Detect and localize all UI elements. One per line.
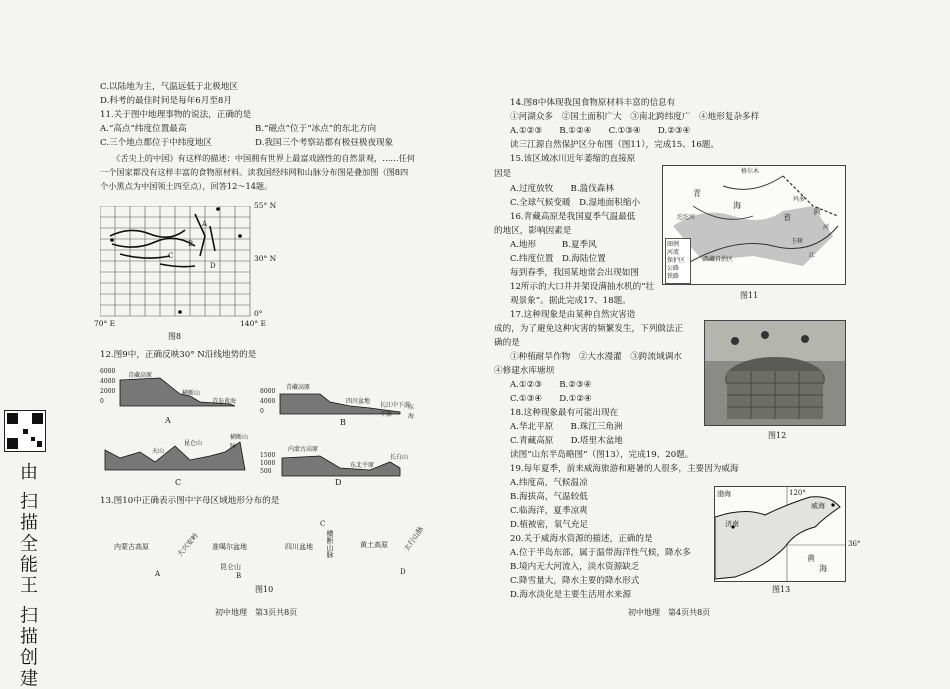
option-11c: C.三个地点都位于中纬度地区 [100, 138, 213, 148]
profile-label: D [335, 478, 342, 487]
question-16: 16.青藏高原是我国夏季气温最低 [510, 212, 636, 222]
option-line: A.纬度高，气候温凉 [510, 478, 588, 488]
right-page [490, 0, 900, 672]
option-line: C.临海洋，夏季凉爽 [510, 506, 588, 516]
text-line: 确的是 [494, 338, 520, 348]
figure-11-map: 格尔木 青 海 省 沱沱河 玛多 黄 河 玉树 江 西藏自治区 图例 河流 保护区 公路 铁路 [662, 165, 846, 285]
option-11b: B.“磁点”位于“冰点”的东北方向 [255, 124, 377, 134]
text-line: 成的，为了避免这种灾害的频繁发生，下列做法正 [494, 324, 684, 334]
option-line: A.过度放牧 B.滥伐森林 [510, 184, 614, 194]
instruction: 读图“山东半岛略图”（图13），完成19、20题。 [510, 450, 694, 460]
map-point-b: B [188, 240, 194, 248]
question-15: 15.该区域冰川近年萎缩的直接原 [510, 154, 636, 164]
watermark-text: 由 扫描全能王 扫描创建 [17, 462, 38, 689]
passage-line: 《舌尖上的中国》有这样的描述：中国拥有世界上最富戏剧性的自然景观，……任何 [112, 153, 415, 163]
question-14: 14.图8中体现我国食物原材料丰富的信息有 [510, 98, 676, 108]
choices-14: A.①②③ B.①②④ C.①③④ D.②③④ [510, 126, 691, 136]
options-17b: ④修建水库塘坝 [494, 366, 555, 376]
option-line: A.位于半岛东部，属于温带海洋性气候，降水多 [510, 548, 691, 558]
lon-label: 140° E [240, 319, 266, 328]
option-line: A.地形 B.夏季风 [510, 240, 597, 250]
profile-a: 6000 4000 2000 0 青藏高原 横断山 青岛黄海 [100, 366, 250, 412]
profile-c-shape [100, 432, 250, 472]
page-footer: 初中地理 第4页共8页 [628, 608, 711, 617]
text-line: C.以陆地为主，气温远低于北极地区 [100, 82, 238, 92]
left-page [60, 0, 470, 672]
passage-line: 每到春季，我国某地常会出现如图 [510, 268, 639, 278]
profile-d: 1500 1000 500 内蒙古高原 东北平原 长白山 [260, 448, 410, 478]
passage-line: 一个国家都没有这样丰富的食物原材料。读我国经纬网和山脉分布图是叠加图（图8四 [100, 167, 409, 177]
option-line: B.海拔高，气温较低 [510, 492, 588, 502]
lat-label: 36° [848, 540, 861, 548]
passage-line: 个小黑点为中国领土四至点），回答12～14题。 [100, 181, 273, 191]
lat-label: 55° N [254, 201, 277, 210]
question-12: 12.图9中，正确反映30° N沿线地势的是 [100, 350, 257, 360]
lon-label: 70° E [94, 319, 116, 328]
question-13: 13.图10中正确表示图中字母区域地形分布的是 [100, 496, 280, 506]
choices-17: C.①③④ D.①②④ [510, 394, 592, 404]
figure-caption: 图10 [255, 585, 274, 594]
instruction: 读三江源自然保护区分布图（图11），完成15、16题。 [510, 140, 719, 150]
options-14: ①河湖众多 ②国土面积广大 ③南北跨纬度广 ④地形复杂多样 [510, 112, 760, 122]
option-line: A.华北平原 B.珠江三角洲 [510, 422, 623, 432]
passage-line: 观景象”。据此完成17、18题。 [510, 296, 631, 306]
qr-code-icon [4, 410, 46, 452]
figure-11-legend: 图例 河流 保护区 公路 铁路 [665, 238, 691, 284]
profile-label: C [175, 478, 182, 487]
option-line: C.青藏高原 D.塔里木盆地 [510, 436, 623, 446]
scanner-watermark [4, 410, 48, 689]
map-point-a: A [202, 220, 208, 228]
figure-caption: 图11 [740, 291, 759, 300]
option-line: B.境内无大河流入，淡水资源缺乏 [510, 562, 640, 572]
option-line: D.海水淡化是主要生活用水来源 [510, 590, 632, 600]
options-17: ①种植耐旱作物 ②大水漫灌 ③跨流域调水 [510, 352, 682, 362]
map-point-c: C [168, 252, 174, 260]
page-footer: 初中地理 第3页共8页 [215, 608, 298, 617]
question-11: 11.关于图中地理事物的说法，正确的是 [100, 110, 252, 120]
option-11a: A.“高点”纬度位置最高 [100, 124, 187, 134]
figure-caption: 图8 [168, 332, 182, 341]
option-line: C.全球气候变暖 D.湿地面积缩小 [510, 198, 641, 208]
well-photo [705, 321, 845, 425]
figure-caption: 图13 [772, 585, 791, 594]
figure-13-map: 渤海 威海 济南 黄 海 120° [714, 486, 846, 582]
text-line: 因是 [494, 169, 512, 179]
profile-c: 天山 昆仑山 横断山脉 [100, 432, 250, 474]
option-line: C.降雪量大，降水主要的降水形式 [510, 576, 640, 586]
option-11d: D.我国三个考察站都有极昼极夜现象 [255, 138, 394, 148]
profile-label: B [340, 418, 346, 427]
figure-12-photo [704, 320, 846, 426]
choices-17: A.①②③ B.②③④ [510, 380, 592, 390]
profile-d-shape [260, 448, 410, 478]
question-19: 19.每年夏季，前来威海旅游和避暑的人很多，主要因为威海 [510, 464, 739, 474]
profile-label: A [165, 416, 171, 425]
question-18: 18.这种现象最有可能出现在 [510, 408, 619, 418]
option-line: C.纬度位置 D.海陆位置 [510, 254, 606, 264]
passage-line: 12所示的大口井并架设满抽水机的“壮 [510, 282, 655, 292]
figure-caption: 图12 [768, 431, 787, 440]
lat-label: 30° N [254, 254, 277, 263]
question-20: 20.关于威海水资源的描述，正确的是 [510, 534, 653, 544]
text-line: 的地区，影响因素是 [494, 226, 572, 236]
text-line: D.科考的最佳时间是每年6月至8月 [100, 96, 232, 106]
profile-b: 8000 4000 0 青藏高原 四川盆地 长江中下游平原 东海 [260, 384, 415, 420]
option-line: D.植被密，氧气充足 [510, 520, 589, 530]
question-17: 17.这种现象是由某种自然灾害造 [510, 310, 636, 320]
lat-label: 0° [254, 309, 263, 318]
figure-10: 内蒙古高原 大兴安岭 A 准噶尔盆地 昆仑山 B 四川盆地 横断山脉 C 黄土高原 太行山脉 D [114, 520, 426, 580]
map-point-d: D [210, 262, 216, 270]
